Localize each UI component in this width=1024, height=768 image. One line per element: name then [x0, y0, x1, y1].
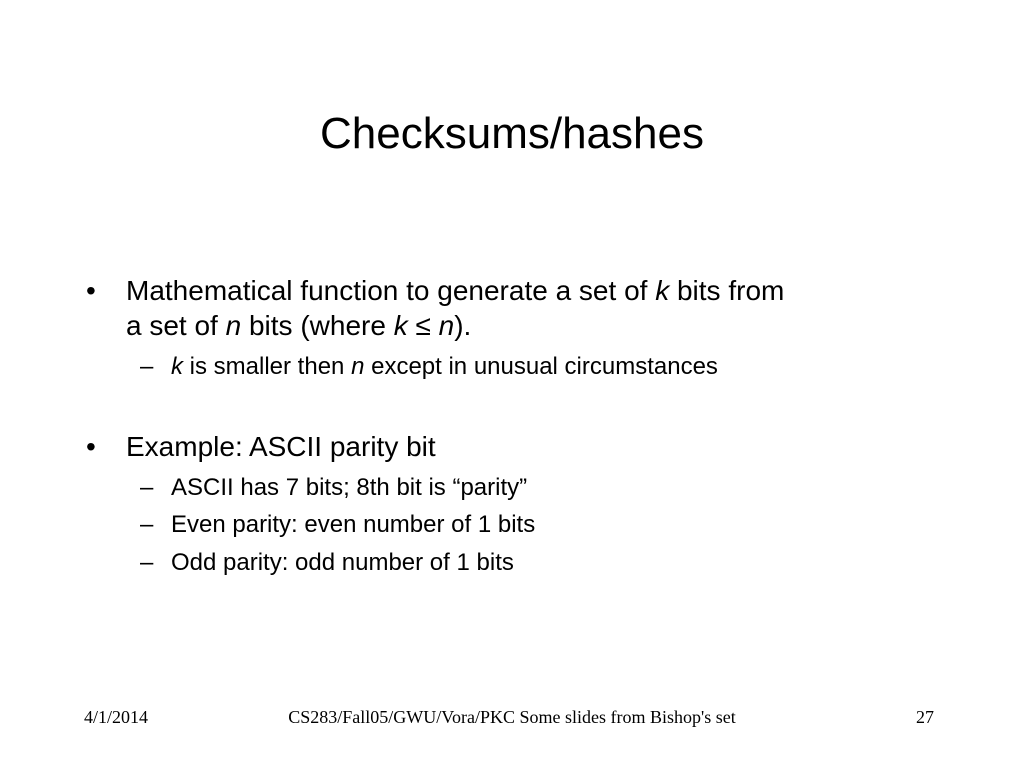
dash-glyph: –	[140, 353, 154, 380]
bullet-item	[86, 429, 956, 464]
dash-glyph: –	[140, 511, 154, 538]
sub-bullet-text: k is smaller then n except in unusual circumstances	[171, 353, 718, 380]
slide-title: Checksums/hashes	[320, 109, 704, 158]
bullet-glyph: •	[86, 275, 96, 306]
footer-course-info: CS283/Fall05/GWU/Vora/PKC Some slides from Bishop's set	[288, 707, 736, 727]
sub-bullet-text: Even parity: even number of 1 bits	[171, 511, 536, 538]
bullet-item	[86, 273, 956, 343]
bullet-text: Mathematical function to generate a set of k bits from a set of n bits (where k ≤ n).	[126, 275, 785, 341]
sub-bullet-text: ASCII has 7 bits; 8th bit is “parity”	[171, 474, 528, 501]
sub-bullet-item	[140, 473, 951, 503]
dash-glyph: –	[140, 474, 154, 501]
dash-glyph: –	[140, 549, 154, 576]
footer-date: 4/1/2014	[84, 707, 149, 727]
sub-bullet-item	[140, 548, 951, 578]
footer-page-number: 27	[916, 707, 934, 727]
sub-bullet-item	[140, 352, 951, 382]
bullet-glyph: •	[86, 431, 96, 462]
bullet-text: Example: ASCII parity bit	[126, 431, 436, 462]
sub-bullet-text: Odd parity: odd number of 1 bits	[171, 549, 514, 576]
sub-bullet-item	[140, 510, 951, 540]
